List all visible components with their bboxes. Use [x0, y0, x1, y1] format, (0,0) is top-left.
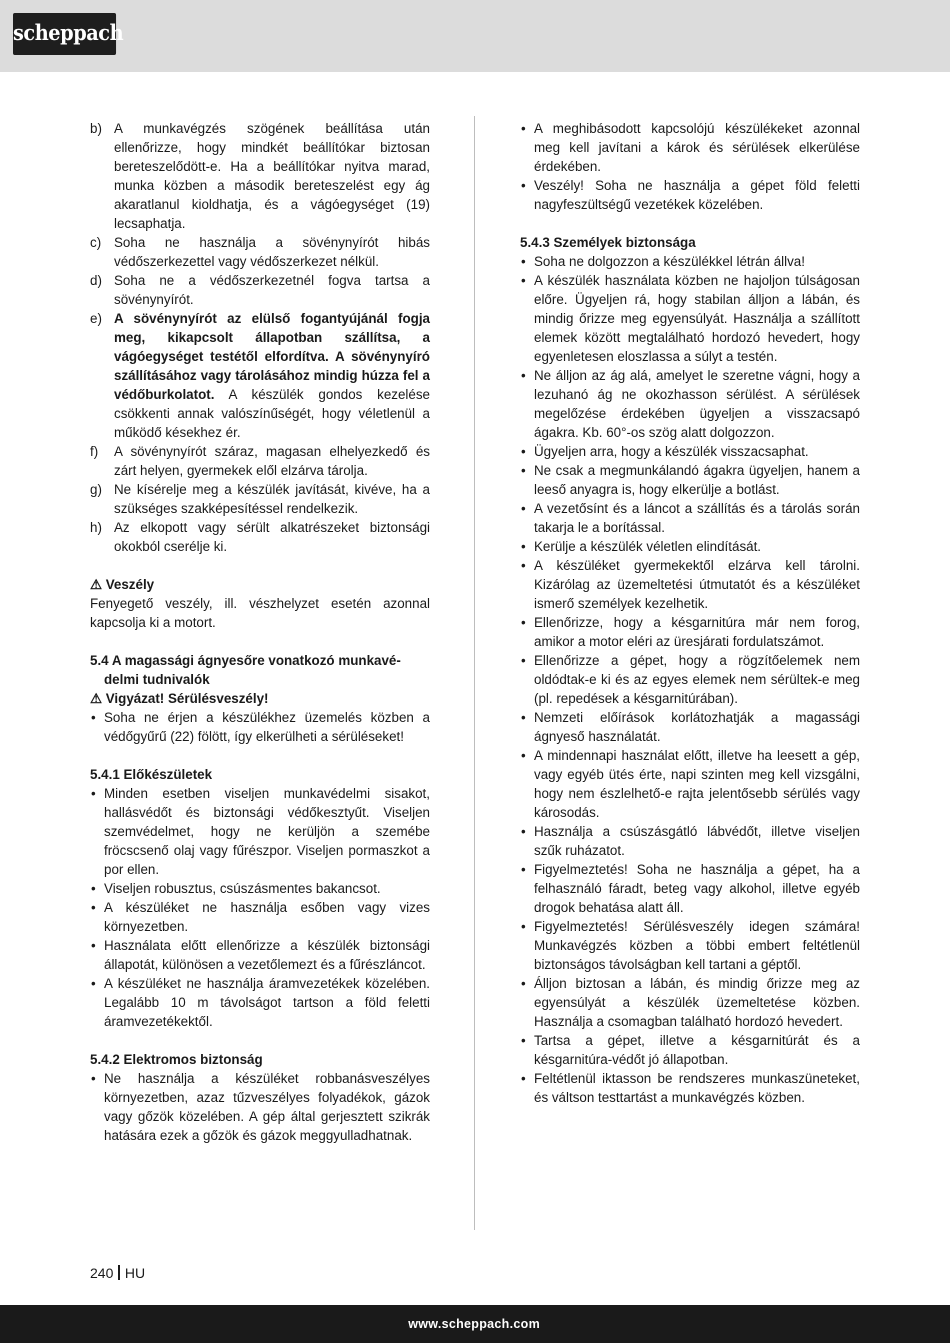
bullet-item [520, 613, 860, 651]
bullet-text: Ellenőrizze, hogy a késgarnitúra már nem forog, amikor a motor eléri az üresjárati fordulatszámot. [534, 615, 860, 649]
list-item [90, 233, 430, 271]
bullet-marker: • [521, 368, 526, 383]
bullet-marker: • [521, 1071, 526, 1086]
bullet-item [520, 651, 860, 708]
list-item [90, 119, 430, 233]
item-text: A sövénynyírót száraz, magasan elhelyezkedő és zárt helyen, gyermekek elől elzárva tárolja. [114, 444, 430, 478]
page-header [0, 0, 950, 72]
bullet-marker: • [91, 900, 96, 915]
bullet-item [90, 784, 430, 879]
bullet-marker: • [521, 121, 526, 136]
website-url: www.scheppach.com [408, 1317, 540, 1331]
bullet-text: Használata előtt ellenőrizze a készülék biztonsági állapotát, különösen a vezetőlemezt és a fűrészláncot. [104, 938, 430, 972]
danger-heading: ⚠ Veszély [90, 577, 155, 592]
bullet-marker: • [521, 976, 526, 991]
page-number [90, 1264, 145, 1283]
section-heading-5-4-3: 5.4.3 Személyek biztonsága [520, 235, 696, 250]
list-marker: c) [90, 235, 102, 250]
bullet-item [90, 936, 430, 974]
bullet-item [520, 366, 860, 442]
bullet-marker: • [91, 938, 96, 953]
bullet-marker: • [521, 501, 526, 516]
bullet-marker: • [521, 558, 526, 573]
bullet-text: Tartsa a gépet, illetve a késgarnitúrát és a késgarnitúra-védőt jó állapotban. [534, 1033, 860, 1067]
bullet-text: Figyelmeztetés! Sérülésveszély idegen számára! Munkavégzés közben a többi embert feltétlenül biztonságos távolságban kell tartani a géptől. [534, 919, 860, 972]
bullet-text: A készüléket ne használja áramvezetékek közelében. Legalább 10 m távolságot tartson a föld feletti áramvezetékektől. [104, 976, 430, 1029]
bullet-item [90, 879, 430, 898]
danger-text: Fenyegető veszély, ill. vészhelyzet esetén azonnal kapcsolja ki a motort. [90, 596, 430, 630]
bullet-marker: • [521, 862, 526, 877]
bullet-item [520, 176, 860, 214]
list-item [90, 309, 430, 442]
bullet-text: A készüléket gyermekektől elzárva kell tárolni. Kizárólag az üzemeltetési útmutatót és a készüléket ismerő személyek kezelhetik. [534, 558, 860, 611]
bullet-text: Álljon biztosan a lábán, és mindig őrizze meg az egyensúlyát a készülék üzemeltetése közben. Használja a csomagban található hordozó hevedert. [534, 976, 860, 1029]
bullet-text: Kerülje a készülék véletlen elindítását. [534, 539, 762, 554]
bullet-marker: • [521, 1033, 526, 1048]
bullet-marker: • [521, 748, 526, 763]
bullet-marker: • [91, 881, 96, 896]
bullet-text: Veszély! Soha ne használja a gépet föld feletti nagyfeszültségű vezetékek közelében. [534, 178, 860, 212]
list-marker: f) [90, 444, 99, 459]
bullet-item [520, 271, 860, 366]
bullet-marker: • [521, 463, 526, 478]
section-heading-5-4-1: 5.4.1 Előkészületek [90, 767, 213, 782]
bullet-text: Ne használja a készüléket robbanásveszélyes környezetben, azaz tűzveszélyes folyadékok, gázok vagy gőzök közelében. A gép által gerjesztett szikrák hatására ezek a gőzök és gázok meggyulladhatnak. [104, 1071, 430, 1143]
bullet-marker: • [91, 1071, 96, 1086]
warning-heading: ⚠ Vigyázat! Sérülésveszély! [90, 691, 269, 706]
bullet-marker: • [521, 824, 526, 839]
bullet-item [520, 461, 860, 499]
bullet-item [90, 898, 430, 936]
bullet-text: Ne álljon az ág alá, amelyet le szeretne vágni, hogy a lezuhanó ág ne okozhasson sérülést. A sérülések megelőzése érdekében ügyeljen a visszacsapó ágakra. Kb. 60°-os szög alatt dolgozzon. [534, 368, 860, 440]
section-heading-5-4-2: 5.4.2 Elektromos biztonság [90, 1052, 263, 1067]
bullet-marker: • [91, 786, 96, 801]
column-divider [474, 116, 475, 1230]
list-item [90, 442, 430, 480]
bullet-item [90, 1069, 430, 1145]
item-text: Ne kísérelje meg a készülék javítását, kivéve, ha a szükséges szakképesítéssel rendelkezik. [114, 482, 430, 516]
bullet-marker: • [521, 615, 526, 630]
bullet-item [520, 1031, 860, 1069]
bullet-marker: • [91, 976, 96, 991]
section-heading-5-4-cont: delmi tudnivalók [104, 672, 210, 687]
bullet-item [520, 822, 860, 860]
bullet-marker: • [521, 539, 526, 554]
section-heading-5-4: 5.4 A magassági ágnyesőre vonatkozó munkavé- [90, 653, 401, 668]
list-item [90, 480, 430, 518]
page-number-separator [118, 1265, 120, 1280]
bullet-item [520, 499, 860, 537]
bullet-marker: • [521, 178, 526, 193]
bullet-text: Ellenőrizze a gépet, hogy a rögzítőelemek nem oldódtak-e ki és az egyes elemek nem sérültek-e meg (pl. repedések a késgarnitúrában). [534, 653, 860, 706]
item-text: Soha ne használja a sövénynyírót hibás védőszerkezettel vagy védőszerkezet nélkül. [114, 235, 430, 269]
item-text: Soha ne a védőszerkezetnél fogva tartsa a sövénynyírót. [114, 273, 430, 307]
bullet-item [520, 537, 860, 556]
bullet-marker: • [91, 710, 96, 725]
bullet-item [520, 252, 860, 271]
list-marker: h) [90, 520, 102, 535]
bullet-item [520, 746, 860, 822]
page-footer [0, 1305, 950, 1343]
bullet-text: A készüléket ne használja esőben vagy vizes környezetben. [104, 900, 430, 934]
bullet-text: A meghibásodott kapcsolójú készülékeket azonnal meg kell javítani a károk és sérülések elkerülése érdekében. [534, 121, 860, 174]
bullet-item [520, 119, 860, 176]
bullet-item [520, 1069, 860, 1107]
list-marker: d) [90, 273, 102, 288]
bullet-item [520, 442, 860, 461]
bullet-marker: • [521, 919, 526, 934]
right-column [520, 119, 860, 1107]
item-text: A munkavégzés szögének beállítása után ellenőrizze, hogy mindkét beállítókar biztosan bereteszelődött-e. Ha a beállítókar nyitva marad, munka közben a második bereteszelést egy ág akaratlanul kioldhatja, és a vágóegységet (19) lecsaphatja. [114, 121, 430, 231]
scheppach-logo: scheppach [13, 13, 116, 55]
bullet-text: Nemzeti előírások korlátozhatják a magassági ágnyeső használatát. [534, 710, 860, 744]
bullet-text: Minden esetben viseljen munkavédelmi sisakot, hallásvédőt és biztonsági védőkesztyűt. Viseljen szemvédelmet, hogy ne kerüljön a szemébe fröcscsenő olaj vagy fűrészpor. Viseljen pormaszkot a por ellen. [104, 786, 430, 877]
bullet-text: Használja a csúszásgátló lábvédőt, illetve viseljen szűk ruházatot. [534, 824, 860, 858]
bullet-marker: • [521, 254, 526, 269]
bullet-item [90, 708, 430, 746]
bullet-text: A vezetősínt és a láncot a szállítás és a tárolás során takarja le a borítással. [534, 501, 860, 535]
item-text: A készülék gondos kezelése csökkenti annak valószínűségét, hogy véletlenül a működő késekhez ér. [114, 387, 430, 440]
list-item [90, 518, 430, 556]
bullet-text: Feltétlenül iktasson be rendszeres munkaszüneteket, és váltson testtartást a munkavégzés közben. [534, 1071, 860, 1105]
left-column [90, 119, 430, 1145]
bullet-text: Soha ne dolgozzon a készülékkel létrán állva! [534, 254, 805, 269]
language-code: HU [124, 1265, 146, 1281]
bullet-text: Figyelmeztetés! Soha ne használja a gépet, ha a felhasználó fáradt, beteg vagy alkohol, illetve egyéb drogok behatása alatt áll. [534, 862, 860, 915]
bullet-marker: • [521, 444, 526, 459]
bullet-text: Ügyeljen arra, hogy a készülék visszacsaphat. [534, 444, 809, 459]
bullet-item [520, 860, 860, 917]
bullet-marker: • [521, 653, 526, 668]
list-item [90, 271, 430, 309]
item-bold-text: A sövénynyírót az elülső fogantyújánál fogja meg, kikapcsolt állapotban szállítsa, a vágóegységet testétől elfordítva. A sövénynyíró szállításához vagy tárolásához mindig húzza fel a védőburkolatot. [114, 311, 430, 402]
bullet-item [520, 708, 860, 746]
bullet-text: A készülék használata közben ne hajoljon túlságosan előre. Ügyeljen rá, hogy stabilan álljon a lábán, és mindig őrizze meg egyensúlyát. Használja a szállított elemek között megtalálható hordozó hevedert, hogy egyenletesen eloszlassa a súlyt a testén. [534, 273, 860, 364]
bullet-text: Viseljen robusztus, csúszásmentes bakancsot. [104, 881, 381, 896]
bullet-item [520, 974, 860, 1031]
list-marker: b) [90, 121, 102, 136]
bullet-item [520, 917, 860, 974]
bullet-text: Soha ne érjen a készülékhez üzemelés közben a védőgyűrű (22) fölött, így elkerülheti a sérüléseket! [104, 710, 430, 744]
bullet-marker: • [521, 710, 526, 725]
item-text: Az elkopott vagy sérült alkatrészeket biztonsági okokból cserélje ki. [114, 520, 430, 554]
list-marker: g) [90, 482, 102, 497]
bullet-text: A mindennapi használat előtt, illetve ha leesett a gép, vagy egyéb ütés érte, napi szinten meg kell vizsgálni, hogy nem észlelhető-e rajta jelentősebb sérülés vagy károsodás. [534, 748, 860, 820]
list-marker: e) [90, 311, 102, 326]
page-number-value: 240 [90, 1265, 114, 1281]
bullet-marker: • [521, 273, 526, 288]
bullet-text: Ne csak a megmunkálandó ágakra ügyeljen, hanem a leeső anyagra is, hogy elkerülje a botlást. [534, 463, 860, 497]
bullet-item [520, 556, 860, 613]
bullet-item [90, 974, 430, 1031]
